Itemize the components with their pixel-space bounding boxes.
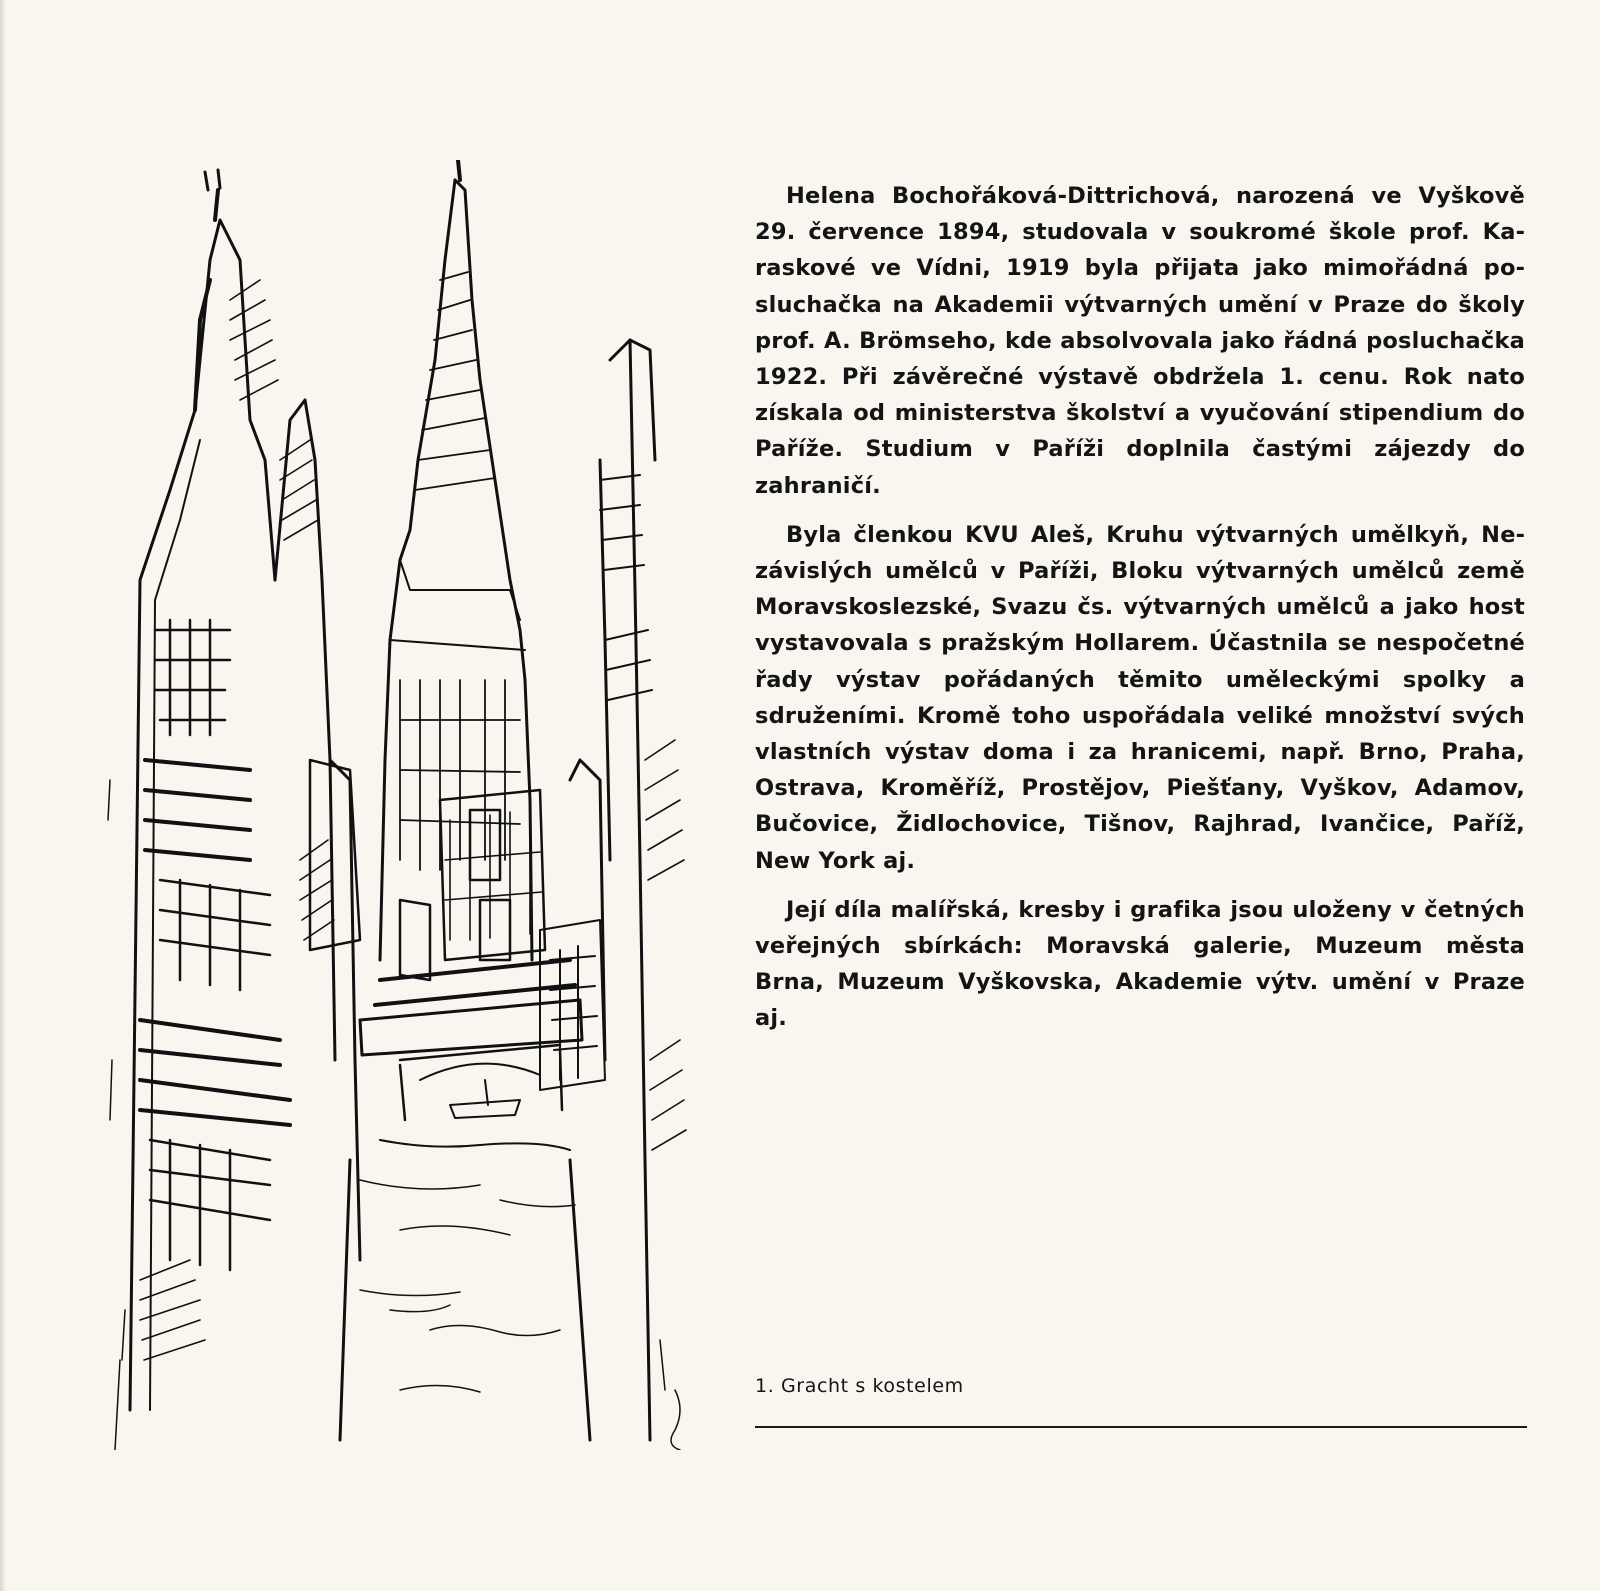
- page-edge: [0, 0, 6, 1591]
- bridge: [400, 1045, 562, 1120]
- right-buildings: [540, 340, 686, 1440]
- caption-rule: [755, 1426, 1527, 1428]
- article-text: [755, 178, 1525, 1050]
- article-paragraph: Byla členkou KVU Aleš, Kruhu výtvarných umělkyň, Nezávislých umělců v Paříži, Bloku výtvarných umělců země Moravskoslezské, Svazu čs. výtvarných umělců a jako host vystavovala s pražským Hollarem. Účastnila se nespočetné řady výstav pořádaných těmito uměleckými spolky a sdruženími. Kromě toho uspořádala veliké množství svých vlastních výstav doma i za hranicemi, např. Brno, Praha, Ostrava, Kroměříž, Prostějov, Piešťany, Vyškov, Adamov, Bučovice, Židlochovice, Tišnov, Rajhrad, Ivančice, Paříž, New York aj.: [755, 521, 1525, 874]
- article-paragraph: Helena Bochořáková-Dittrichová, narozená ve Vyškově 29. července 1894, studovala v soukromé škole prof. Karaskové ve Vídni, 1919 byla přijata jako mimořádná posluchačka na Akademii výtvarných umění v Praze do školy prof. A. Brömseho, kde absolvovala jako řádná posluchačka 1922. Při závěrečné výstavě obdržela 1. cenu. Rok nato získala od ministerstva školství a vyučování stipendium do Paříže. Studium v Paříži doplnila častými zájezdy do zahraničí.: [755, 183, 1525, 499]
- article-paragraph: Její díla malířská, kresby i grafika jsou uloženy v četných veřejných sbírkách: Moravská galerie, Muzeum města Brna, Muzeum Vyškovska, Akademie výtv. umění v Praze aj.: [755, 896, 1525, 1032]
- left-buildings: [130, 170, 360, 1410]
- canal-church-drawing: [100, 160, 690, 1450]
- canal-water: [340, 1140, 590, 1440]
- figure-caption: 1. Gracht s kostelem: [755, 1375, 964, 1397]
